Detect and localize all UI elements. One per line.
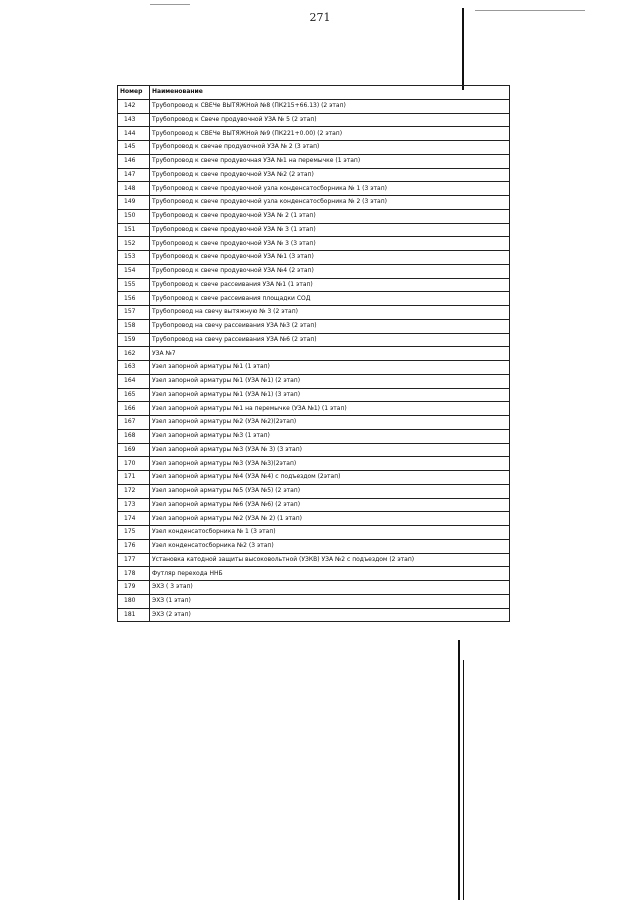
table-row — [118, 443, 510, 457]
row-number: 163 — [118, 361, 150, 375]
table-row — [118, 306, 510, 320]
row-name: Узел конденсатосборника № 1 (3 этап) — [150, 526, 510, 540]
table-row — [118, 154, 510, 168]
scan-speck — [150, 4, 190, 5]
row-number: 151 — [118, 223, 150, 237]
scan-vertical-line — [462, 8, 464, 90]
table-row — [118, 484, 510, 498]
row-number: 146 — [118, 154, 150, 168]
table-row — [118, 388, 510, 402]
row-number: 156 — [118, 292, 150, 306]
row-name: Трубопровод на свечу вытяжную № 3 (2 этап) — [150, 306, 510, 320]
table-row — [118, 594, 510, 608]
table-row — [118, 251, 510, 265]
table-row — [118, 182, 510, 196]
row-name: Трубопровод к СВЕЧе ВЫТЯЖНой №9 (ПК221+0.00) (2 этап) — [150, 127, 510, 141]
table-row — [118, 539, 510, 553]
table-row — [118, 113, 510, 127]
row-name: ЭХЗ (1 этап) — [150, 594, 510, 608]
row-name: Узел запорной арматуры №3 (УЗА № 3) (3 этап) — [150, 443, 510, 457]
row-name: Трубопровод к Свече продувочной УЗА № 5 (2 этап) — [150, 113, 510, 127]
row-name: Трубопровод к СВЕЧе ВЫТЯЖНой №8 (ПК215+66.13) (2 этап) — [150, 99, 510, 113]
row-name: Трубопровод к свече продувочной УЗА №1 (3 этап) — [150, 251, 510, 265]
row-name: Футляр перехода ННБ — [150, 567, 510, 581]
table-row — [118, 347, 510, 361]
scan-vertical-line — [458, 640, 460, 900]
column-header-name: Наименование — [150, 86, 510, 100]
table-row — [118, 553, 510, 567]
row-number: 172 — [118, 484, 150, 498]
table-row — [118, 498, 510, 512]
table-row — [118, 99, 510, 113]
row-name: Трубопровод к свече продувочной УЗА №4 (2 этап) — [150, 264, 510, 278]
row-name: Узел запорной арматуры №1 (1 этап) — [150, 361, 510, 375]
row-number: 153 — [118, 251, 150, 265]
table-row — [118, 333, 510, 347]
row-number: 158 — [118, 319, 150, 333]
row-number: 142 — [118, 99, 150, 113]
row-name: Трубопровод к свече продувочной узла конденсатосборника № 2 (3 этап) — [150, 196, 510, 210]
row-name: Узел запорной арматуры №6 (УЗА №6) (2 этап) — [150, 498, 510, 512]
row-name: Трубопровод к свечае продувочной УЗА № 2 (3 этап) — [150, 141, 510, 155]
table-row — [118, 526, 510, 540]
row-name: Узел запорной арматуры №3 (1 этап) — [150, 429, 510, 443]
row-number: 173 — [118, 498, 150, 512]
row-number: 179 — [118, 581, 150, 595]
table-header-row — [118, 86, 510, 100]
row-number: 178 — [118, 567, 150, 581]
row-number: 167 — [118, 416, 150, 430]
table-row — [118, 223, 510, 237]
scan-speck — [475, 10, 585, 11]
row-number: 154 — [118, 264, 150, 278]
table-row — [118, 471, 510, 485]
row-number: 159 — [118, 333, 150, 347]
row-number: 177 — [118, 553, 150, 567]
row-number: 155 — [118, 278, 150, 292]
row-number: 181 — [118, 608, 150, 622]
row-name: Трубопровод на свечу рассеивания УЗА №3 (2 этап) — [150, 319, 510, 333]
table-row — [118, 429, 510, 443]
row-number: 171 — [118, 471, 150, 485]
row-number: 164 — [118, 374, 150, 388]
table-row — [118, 278, 510, 292]
row-number: 143 — [118, 113, 150, 127]
row-number: 150 — [118, 209, 150, 223]
table-row — [118, 361, 510, 375]
row-number: 169 — [118, 443, 150, 457]
table-row — [118, 127, 510, 141]
row-name: Узел конденсатосборника №2 (3 этап) — [150, 539, 510, 553]
row-number: 162 — [118, 347, 150, 361]
row-name: Трубопровод к свече продувочной УЗА № 3 (3 этап) — [150, 237, 510, 251]
row-name: Трубопровод на свечу рассеивания УЗА №6 (2 этап) — [150, 333, 510, 347]
row-name: ЭХЗ ( 3 этап) — [150, 581, 510, 595]
row-name: Трубопровод к свече продувочной УЗА № 3 (1 этап) — [150, 223, 510, 237]
row-name: Узел запорной арматуры №3 (УЗА №3)(2этап) — [150, 457, 510, 471]
row-number: 157 — [118, 306, 150, 320]
row-number: 176 — [118, 539, 150, 553]
objects-table — [117, 85, 510, 622]
row-number: 145 — [118, 141, 150, 155]
table-row — [118, 319, 510, 333]
row-name: Установка катодной защиты высоковольтной (УЗКВ) УЗА №2 с подъездом (2 этап) — [150, 553, 510, 567]
row-name: Трубопровод к свече рассеивания УЗА №1 (1 этап) — [150, 278, 510, 292]
table-row — [118, 264, 510, 278]
row-name: Трубопровод к свече продувочной узла конденсатосборника № 1 (3 этап) — [150, 182, 510, 196]
row-name: Узел запорной арматуры №4 (УЗА №4) с подъездом (2этап) — [150, 471, 510, 485]
row-number: 180 — [118, 594, 150, 608]
table-row — [118, 141, 510, 155]
row-number: 170 — [118, 457, 150, 471]
row-name: Трубопровод к свече продувочной УЗА № 2 (1 этап) — [150, 209, 510, 223]
row-name: Узел запорной арматуры №1 (УЗА №1) (2 этап) — [150, 374, 510, 388]
row-number: 168 — [118, 429, 150, 443]
row-number: 165 — [118, 388, 150, 402]
row-number: 149 — [118, 196, 150, 210]
row-name: ЭХЗ (2 этап) — [150, 608, 510, 622]
table-row — [118, 402, 510, 416]
table-row — [118, 168, 510, 182]
table-row — [118, 567, 510, 581]
row-name: Узел запорной арматуры №2 (УЗА № 2) (1 этап) — [150, 512, 510, 526]
table-row — [118, 292, 510, 306]
column-header-number: Номер — [118, 86, 150, 100]
table-row — [118, 581, 510, 595]
row-number: 174 — [118, 512, 150, 526]
page-number: 271 — [309, 11, 331, 24]
row-name: Трубопровод к свече рассеивания площадки СОД — [150, 292, 510, 306]
scan-vertical-line — [463, 660, 464, 900]
table-row — [118, 237, 510, 251]
table-row — [118, 374, 510, 388]
row-number: 175 — [118, 526, 150, 540]
table-row — [118, 608, 510, 622]
row-number: 148 — [118, 182, 150, 196]
row-name: Трубопровод к свече продувочной УЗА №2 (2 этап) — [150, 168, 510, 182]
row-name: УЗА №7 — [150, 347, 510, 361]
row-name: Узел запорной арматуры №1 на перемычке (УЗА №1) (1 этап) — [150, 402, 510, 416]
row-number: 144 — [118, 127, 150, 141]
table-row — [118, 209, 510, 223]
row-number: 166 — [118, 402, 150, 416]
row-name: Трубопровод к свече продувочная УЗА №1 на перемычке (1 этап) — [150, 154, 510, 168]
table-row — [118, 512, 510, 526]
table-row — [118, 416, 510, 430]
row-number: 147 — [118, 168, 150, 182]
table-body — [118, 99, 510, 622]
row-name: Узел запорной арматуры №2 (УЗА №2)(2этап) — [150, 416, 510, 430]
table-row — [118, 457, 510, 471]
table-row — [118, 196, 510, 210]
row-name: Узел запорной арматуры №1 (УЗА №1) (3 этап) — [150, 388, 510, 402]
row-number: 152 — [118, 237, 150, 251]
row-name: Узел запорной арматуры №5 (УЗА №5) (2 этап) — [150, 484, 510, 498]
